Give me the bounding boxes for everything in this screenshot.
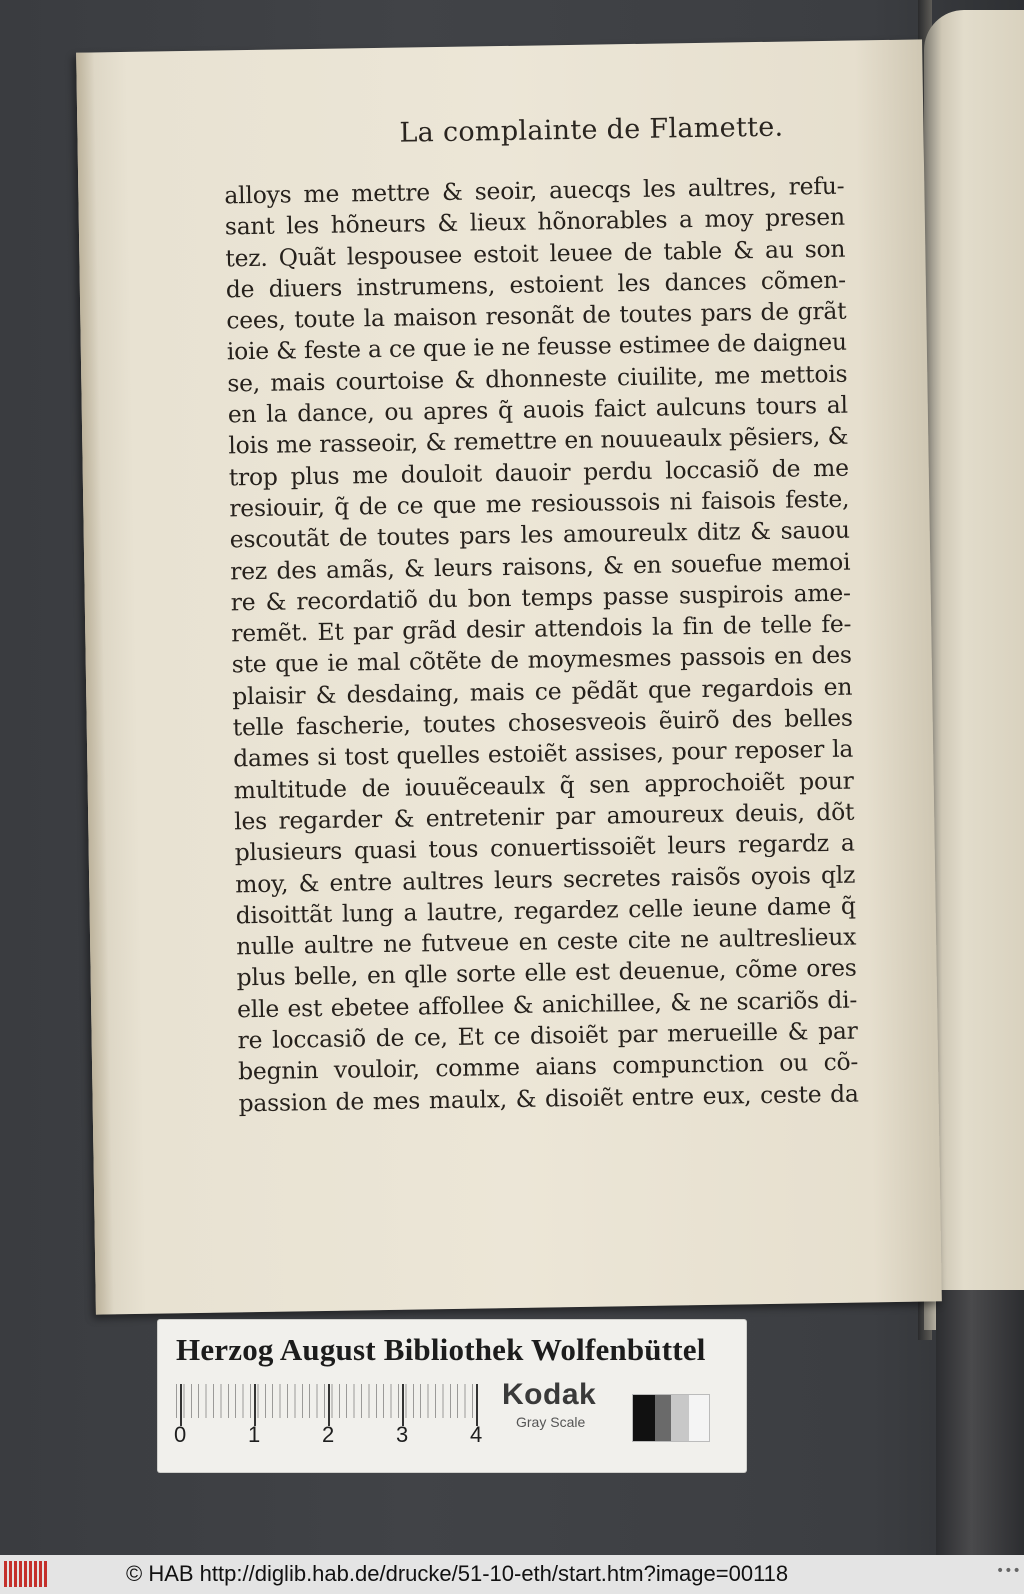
text-line: begnin vouloir, comme aians compunction ou cõ- [237, 1047, 859, 1086]
scale-ruler [174, 1384, 483, 1447]
text-line: plaisir & desdaing, mais ce pẽdãt que regardois en [232, 672, 853, 711]
text-line: resiouir, q̃ de ce que me resioussois ni faisois feste, [229, 484, 850, 523]
ruler-major-tick [402, 1384, 404, 1426]
text-line: cees, toute la maison resonãt de toutes pars de grãt [226, 296, 847, 335]
text-line: passion de mes maulx, & disoiẽt entre eux, ceste da [238, 1079, 859, 1117]
footer-credit-link[interactable]: © HAB http://diglib.hab.de/drucke/51-10-eth/start.htm?image=00118 [126, 1561, 789, 1586]
ruler-number: 1 [248, 1422, 261, 1447]
kodak-logo: Kodak [502, 1378, 597, 1411]
binding-edge [936, 1290, 1024, 1555]
gray-patch [689, 1395, 709, 1441]
text-line: elle est ebetee affollee & anichillee, & ne scariõs di- [236, 985, 858, 1024]
text-line: sant les hõneurs & lieux hõnorables a moy presen [224, 202, 846, 241]
gray-patch [671, 1395, 689, 1441]
gray-scale-label: Gray Scale [516, 1414, 586, 1430]
text-line: remẽt. Et par grãd desir attendois la fin de telle fe- [231, 609, 852, 648]
text-line: en la dance, ou apres q̃ auois faict aulcuns tours al [227, 390, 848, 429]
text-line: nulle aultre ne futveue en ceste cite ne aultreslieux [235, 922, 857, 961]
ruler-major-tick [328, 1384, 330, 1426]
text-line: de diuers instrumens, estoient les dances cõmen- [225, 265, 847, 304]
text-line: moy, & entre aultres leurs secretes raisõs oyois qlz [234, 860, 856, 898]
text-line: rez des amãs, & leurs raisons, & en souefue memoi [230, 547, 851, 585]
ruler-major-tick [180, 1384, 182, 1426]
ruler-number: 4 [470, 1422, 483, 1447]
text-line: telle fascherie, toutes chosesveois ẽuirõ des belles [232, 703, 853, 742]
text-line: les regarder & entretenir par amoureux deuis, dõt [234, 797, 855, 836]
color-target [158, 1320, 746, 1472]
text-line: re loccasiõ de ce, Et ce disoiẽt par merueille & par [237, 1016, 858, 1055]
text-line: disoittãt lung a lautre, regardez celle ieune dame q̃ [235, 891, 856, 930]
text-line: trop plus me douloit dauoir perdu loccasiõ de me [228, 453, 849, 492]
body-text [224, 171, 859, 1120]
text-line: escoutãt de toutes pars les amoureulx ditz & sauou [229, 515, 850, 554]
ruler-major-tick [254, 1384, 256, 1426]
text-line: ste que ie mal cõtẽte de moymesmes passois en des [231, 641, 852, 679]
text-line: multitude de iouuẽceaulx q̃ sen approchoiẽt pour [233, 766, 854, 804]
text-line: dames si tost quelles estoiẽt assises, pour reposer la [233, 734, 854, 773]
running-head: La complainte de Flamette. [399, 111, 784, 149]
gray-patch [633, 1395, 655, 1441]
ruler-minor-ticks [176, 1384, 476, 1418]
text-line: lois me rasseoir, & remettre en nouueaulx pẽsiers, & [228, 422, 849, 460]
text-line: ioie & feste a ce que ie ne feusse estimee de daigneu [226, 328, 848, 366]
text-line: se, mais courtoise & dhonneste ciuilite, me mettois [227, 359, 848, 398]
ruler-number: 0 [174, 1422, 187, 1447]
ruler-number: 2 [322, 1422, 335, 1447]
text-line: re & recordatiõ du bon temps passe suspirois ame- [230, 578, 851, 617]
footer-bar [0, 1555, 1024, 1594]
ruler-number: 3 [396, 1422, 409, 1447]
ellipsis-icon[interactable]: ••• [996, 1563, 1021, 1579]
ruler-major-tick [476, 1384, 478, 1426]
book-page [76, 39, 942, 1314]
text-line: tez. Quãt lespousee estoit leuee de table & au son [225, 234, 846, 272]
hab-barcode-logo-icon [4, 1561, 48, 1587]
gray-patches [632, 1394, 710, 1442]
text-line: plusieurs quasi tous conuertissoiẽt leurs regardz a [234, 828, 855, 867]
text-line: alloys me mettre & seoir, auecqs les aultres, refu- [224, 171, 845, 210]
library-name: Herzog August Bibliothek Wolfenbüttel [176, 1332, 706, 1367]
gray-patch [655, 1395, 671, 1441]
text-line: plus belle, en qlle sorte elle est deuenue, cõme ores [236, 953, 857, 992]
